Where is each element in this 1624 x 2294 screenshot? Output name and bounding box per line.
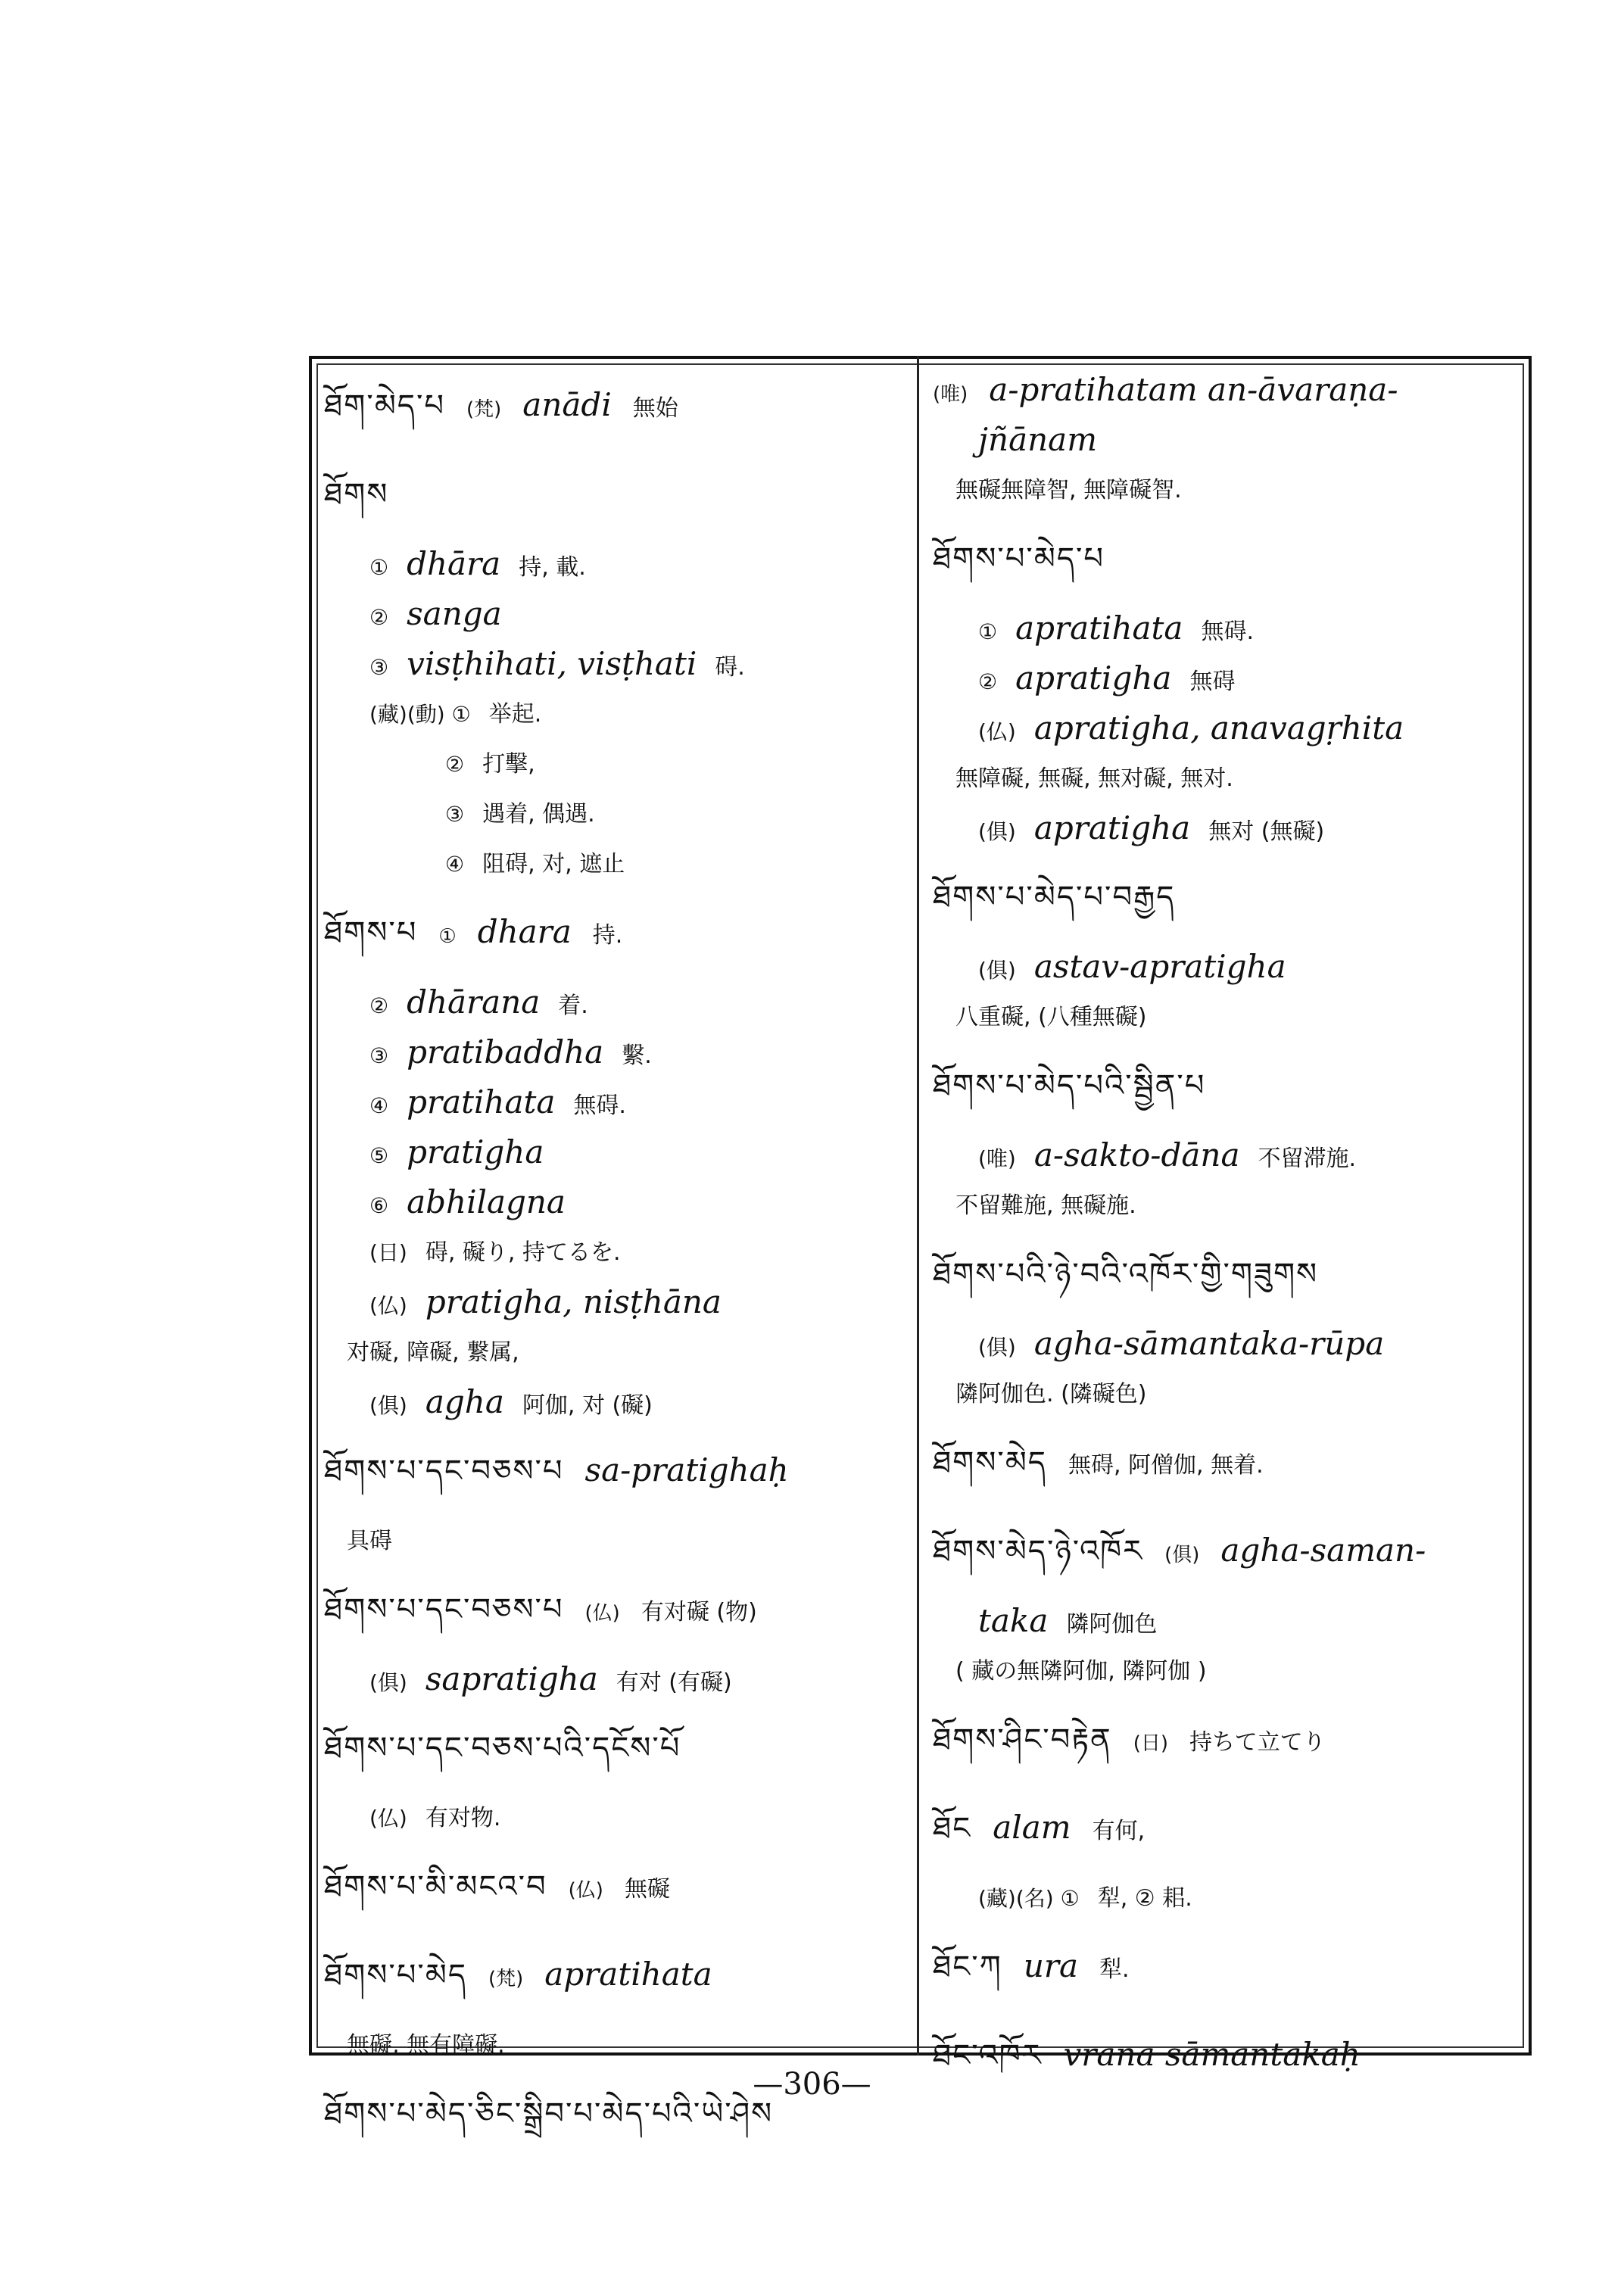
entry-headword-line	[933, 1932, 1516, 2018]
sense-number: (俱)	[369, 1393, 407, 1418]
sense-line	[933, 1602, 1516, 1652]
sanskrit-term: taka	[978, 1602, 1049, 1639]
sanskrit-term: dhāra	[407, 545, 501, 582]
dictionary-entry	[933, 1051, 1516, 1236]
dictionary-entry	[324, 1940, 907, 2076]
dictionary-entry	[933, 862, 1516, 1048]
sense-line	[324, 983, 907, 1033]
sense-number: (俱)	[978, 958, 1016, 983]
dictionary-entry	[933, 1516, 1516, 1702]
sense-line	[324, 745, 907, 795]
chinese-gloss: 繫.	[622, 1043, 652, 1069]
chinese-gloss: 有对礙 (物)	[641, 1599, 757, 1625]
entry-headword-line	[324, 371, 907, 457]
column-divider	[917, 356, 919, 2056]
chinese-gloss: 不留難施, 無礙施.	[955, 1192, 1136, 1219]
tibetan-headword: ཐོགས་པ་མེད་པའི་སྦྱིན་པ	[933, 1068, 1206, 1103]
sense-line	[933, 421, 1516, 471]
sense-line	[324, 1083, 907, 1133]
sanskrit-term: sa-pratighaḥ	[584, 1451, 789, 1488]
sense-number: (藏)(名) ①	[978, 1886, 1080, 1911]
chinese-gloss: 無碍.	[573, 1092, 626, 1119]
page-number: —306—	[753, 2067, 871, 2102]
chinese-gloss: 無礙	[624, 1876, 670, 1903]
sanskrit-term: apratihata	[1015, 609, 1183, 647]
sanskrit-term: a-sakto-dāna	[1033, 1136, 1240, 1173]
tibetan-headword: ཐོགས་པ་དང་བཅས་པ	[324, 1592, 564, 1627]
sense-line	[324, 1033, 907, 1083]
sense-line	[933, 1652, 1516, 1702]
dictionary-entry	[324, 371, 907, 457]
source-marker: (梵)	[488, 1968, 524, 1990]
entry-headword-line	[933, 1428, 1516, 1513]
sanskrit-term: anādi	[522, 386, 612, 423]
sanskrit-term: agha-sāmantaka-rūpa	[1033, 1325, 1385, 1362]
sense-line	[324, 1383, 907, 1433]
sense-line	[933, 471, 1516, 521]
sanskrit-term: apratihata	[544, 1956, 712, 1993]
chinese-gloss: 無碍.	[1201, 619, 1255, 645]
dictionary-entry	[933, 371, 1516, 521]
entry-headword-line	[324, 460, 907, 545]
dictionary-entry	[324, 1575, 907, 1710]
chinese-gloss: 無始	[632, 395, 678, 422]
sense-number: ②	[978, 669, 998, 694]
sanskrit-term: abhilagna	[407, 1183, 566, 1220]
chinese-gloss: 無礙無障智, 無障礙智.	[955, 477, 1182, 503]
sense-number: ③	[369, 1043, 389, 1068]
sense-number: ②	[369, 605, 389, 630]
sense-line	[324, 1522, 907, 1572]
entry-headword-line	[933, 371, 1516, 421]
chinese-gloss: 八重礙, (八種無礙)	[955, 1004, 1147, 1030]
dictionary-entry	[933, 1428, 1516, 1513]
tibetan-headword: ཐོགས་པ་དང་བཅས་པའི་དངོས་པོ	[324, 1731, 681, 1766]
chinese-gloss: 無碍	[1189, 669, 1236, 695]
sanskrit-term: sanga	[407, 595, 502, 632]
sense-line	[933, 1879, 1516, 1929]
sense-number: ①	[369, 555, 389, 580]
sense-line	[324, 1283, 907, 1333]
dictionary-entry	[324, 1852, 907, 1937]
sense-line	[933, 759, 1516, 809]
sense-line	[324, 1233, 907, 1283]
chinese-gloss: 遇着, 偶遇.	[482, 801, 595, 828]
sense-line	[324, 1133, 907, 1183]
sanskrit-term: jñānam	[978, 421, 1098, 458]
chinese-gloss: 具碍	[347, 1528, 392, 1554]
chinese-gloss: 有对物.	[425, 1805, 501, 1831]
sanskrit-term: a-pratihatam an-āvaraṇa-	[989, 371, 1398, 408]
sense-number: (仏)	[978, 719, 1016, 744]
chinese-gloss: 無礙, 無有障礙.	[347, 2032, 505, 2059]
source-marker: (仏)	[568, 1879, 603, 1902]
source-marker: (唯)	[933, 383, 968, 406]
tibetan-headword: ཐོགས་པ་མེད	[324, 1958, 467, 1993]
entry-headword-line	[933, 862, 1516, 948]
source-marker: (俱)	[1164, 1544, 1200, 1566]
chinese-gloss: 举起.	[488, 701, 542, 728]
entry-headword-line	[324, 1940, 907, 2026]
chinese-gloss: 阿伽, 对 (礙)	[522, 1392, 653, 1419]
sanskrit-term: pratigha	[407, 1133, 544, 1170]
sense-line	[933, 709, 1516, 759]
tibetan-headword: ཐོགས་པ་མེད་པ	[933, 541, 1105, 576]
sense-number: ③	[445, 802, 465, 827]
sense-number: ③	[369, 655, 389, 680]
sense-number: (俱)	[978, 1335, 1016, 1360]
sanskrit-term: apratigha	[1033, 809, 1191, 846]
sense-line	[324, 795, 907, 845]
sanskrit-term: pratibaddha	[407, 1033, 604, 1071]
entry-headword-line	[933, 1516, 1516, 1602]
source-marker: ①	[438, 925, 457, 948]
chinese-gloss: 打擊,	[482, 751, 535, 778]
chinese-gloss: 持, 載.	[519, 554, 586, 581]
sense-line	[933, 1186, 1516, 1236]
sense-number: ④	[369, 1093, 389, 1118]
tibetan-headword: ཐོགས་པ་མེད་ཅིང་སྒྲིབ་པ་མེད་པའི་ཡེ་ཤེས	[324, 2096, 774, 2131]
dictionary-entry	[324, 898, 907, 1433]
sanskrit-term: dhara	[477, 913, 572, 950]
source-marker: (梵)	[466, 398, 502, 421]
dictionary-entry	[324, 460, 907, 895]
sense-number: ⑥	[369, 1193, 389, 1218]
chinese-gloss: 隣阿伽色. (隣礙色)	[955, 1381, 1147, 1407]
sense-number: ②	[369, 993, 389, 1018]
chinese-gloss: 持ちて立てり	[1189, 1729, 1326, 1756]
dictionary-entry	[933, 524, 1516, 859]
sense-line	[324, 845, 907, 895]
sanskrit-term: agha-saman-	[1220, 1532, 1426, 1569]
sense-line	[933, 998, 1516, 1048]
tibetan-headword: ཐོང་ཀ	[933, 1950, 1002, 1984]
chinese-gloss: 有对 (有礙)	[616, 1669, 732, 1696]
sense-number: (藏)(動) ①	[369, 702, 471, 727]
sense-line	[933, 659, 1516, 709]
tibetan-headword: ཐོགས་པའི་ཉེ་བའི་འཁོར་གྱི་གཟུགས	[933, 1257, 1319, 1292]
chinese-gloss: ( 藏の無隣阿伽, 隣阿伽 )	[955, 1658, 1207, 1685]
sense-line	[933, 1325, 1516, 1375]
entry-headword-line	[933, 1705, 1516, 1791]
dictionary-entry	[933, 1239, 1516, 1425]
entry-headword-line	[324, 1436, 907, 1522]
sense-line	[324, 1183, 907, 1233]
chinese-gloss: 犁.	[1099, 1956, 1130, 1983]
chinese-gloss: 对礙, 障礙, 繋属,	[347, 1339, 519, 1366]
tibetan-headword: ཐོང་འཁོར	[933, 2038, 1043, 2073]
chinese-gloss: 無碍, 阿僧伽, 無着.	[1068, 1452, 1264, 1479]
sanskrit-term: astav-apratigha	[1033, 948, 1286, 985]
chinese-gloss: 持.	[592, 922, 623, 949]
entry-headword-line	[324, 898, 907, 983]
chinese-gloss: 無对 (無礙)	[1208, 818, 1325, 845]
entry-headword-line	[324, 1575, 907, 1660]
tibetan-headword: ཐོགས་པ་མེད་པ་བརྒྱད	[933, 880, 1176, 915]
sense-number: (俱)	[369, 1670, 407, 1695]
sanskrit-term: visṭhihati, visṭhati	[407, 645, 697, 682]
source-marker: (日)	[1133, 1732, 1169, 1755]
sense-number: (日)	[369, 1240, 407, 1265]
sense-line	[324, 1799, 907, 1849]
sanskrit-term: vrana sāmantakaḥ	[1063, 2036, 1361, 2073]
sense-number: (俱)	[978, 819, 1016, 844]
sense-line	[933, 809, 1516, 859]
dictionary-entry	[933, 1932, 1516, 2018]
sense-line	[324, 1660, 907, 1710]
sense-line	[324, 645, 907, 695]
tibetan-headword: ཐོགས་པ	[324, 915, 418, 950]
tibetan-headword: ཐོགས་པ་དང་བཅས་པ	[324, 1454, 564, 1488]
sanskrit-term: apratigha	[1015, 659, 1172, 697]
dictionary-entry	[324, 1713, 907, 1849]
sanskrit-term: pratihata	[407, 1083, 556, 1121]
sense-number: ⑤	[369, 1143, 389, 1168]
sense-number: (仏)	[369, 1806, 407, 1831]
sanskrit-term: apratigha, anavagṛhita	[1033, 709, 1404, 746]
chinese-gloss: 犁, ② 耜.	[1097, 1885, 1192, 1912]
chinese-gloss: 隣阿伽色	[1066, 1611, 1158, 1638]
sense-number: ②	[445, 752, 465, 777]
sanskrit-term: agha	[425, 1383, 504, 1420]
sense-line	[933, 948, 1516, 998]
sanskrit-term: alam	[993, 1809, 1071, 1846]
tibetan-headword: ཐོགས་པ་མི་མངའ་བ	[324, 1869, 547, 1904]
sense-line	[324, 545, 907, 595]
right-column	[933, 371, 1516, 2073]
tibetan-headword: ཐོགས	[324, 477, 389, 512]
chinese-gloss: 碍.	[715, 654, 745, 681]
tibetan-headword: ཐོགས་མེད་ཉེ་འཁོར	[933, 1534, 1144, 1569]
sense-number: (唯)	[978, 1146, 1016, 1171]
chinese-gloss: 無障礙, 無礙, 無对礙, 無对.	[955, 765, 1233, 792]
chinese-gloss: 碍, 礙り, 持てるを.	[425, 1239, 621, 1266]
chinese-gloss: 着.	[558, 993, 588, 1019]
dictionary-entry	[324, 1436, 907, 1572]
tibetan-headword: ཐོང	[933, 1811, 972, 1846]
entry-headword-line	[933, 1794, 1516, 1879]
dictionary-entry	[933, 1705, 1516, 1791]
dictionary-entry	[933, 1794, 1516, 1929]
chinese-gloss: 阻碍, 对, 遮止	[482, 851, 625, 877]
sense-number: ④	[445, 852, 465, 877]
chinese-gloss: 不留滞施.	[1258, 1145, 1357, 1172]
sense-line	[324, 1333, 907, 1383]
tibetan-headword: ཐོག་མེད་པ	[324, 388, 445, 423]
chinese-gloss: 有何,	[1092, 1818, 1146, 1844]
sanskrit-term: ura	[1023, 1947, 1078, 1984]
tibetan-headword: ཐོགས་ཤིང་བརྟེན	[933, 1722, 1112, 1757]
entry-headword-line	[933, 1239, 1516, 1325]
entry-headword-line	[933, 524, 1516, 609]
sense-line	[324, 595, 907, 645]
sense-line	[933, 1136, 1516, 1186]
sense-line	[933, 1375, 1516, 1425]
entry-headword-line	[324, 1713, 907, 1799]
entry-headword-line	[933, 1051, 1516, 1136]
sanskrit-term: pratigha, nisṭhāna	[425, 1283, 722, 1320]
sanskrit-term: dhārana	[407, 983, 541, 1021]
entry-headword-line	[324, 1852, 907, 1937]
tibetan-headword: ཐོགས་མེད	[933, 1445, 1047, 1480]
sanskrit-term: sapratigha	[425, 1660, 598, 1697]
sense-number: ①	[978, 619, 998, 644]
sense-line	[933, 609, 1516, 659]
source-marker: (仏)	[584, 1602, 620, 1625]
sense-line	[324, 695, 907, 745]
sense-number: (仏)	[369, 1293, 407, 1318]
